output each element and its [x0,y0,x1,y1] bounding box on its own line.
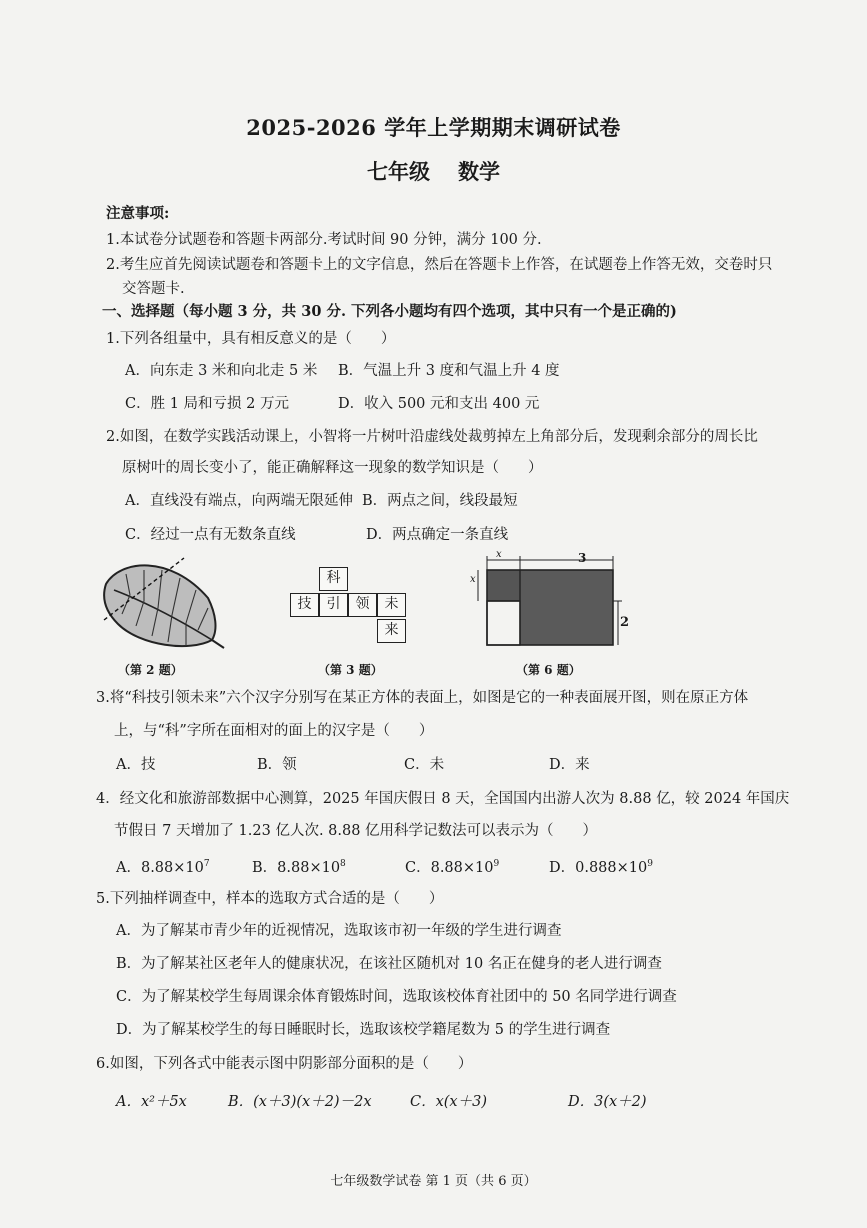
cube-face-yin: 引 [319,593,348,617]
fig3-caption: （第 3 题） [318,663,383,677]
fig6-label-top: 3 [578,551,587,565]
q6-option-d: D．3(x＋2) [568,1094,647,1110]
cube-face-ling: 领 [348,593,377,617]
area-figure [470,552,640,652]
cube-face-ke: 科 [319,567,348,591]
page-footer: 七年级数学试卷 第 1 页（共 6 页） [330,1174,537,1189]
leaf-figure [100,556,230,651]
exam-title: 2025-2026 学年上学期期末调研试卷 [246,115,621,140]
q3-option-c: C．未 [404,757,445,773]
q5-option-b: B．为了解某社区老年人的健康状况，在该社区随机对 10 名正在健身的老人进行调查 [116,956,662,972]
q5-option-a: A．为了解某市青少年的近视情况，选取该市初一年级的学生进行调查 [116,923,562,939]
q2-stem-1: 2.如图，在数学实践活动课上，小智将一片树叶沿虚线处裁剪掉左上角部分后，发现剩余部分的周长比 [106,429,758,445]
q5-option-c: C．为了解某校学生每周课余体育锻炼时间，选取该校体育社团中的 50 名同学进行调查 [116,989,677,1005]
q5-option-d: D．为了解某校学生的每日睡眠时长，选取该校学籍尾数为 5 的学生进行调查 [116,1022,611,1038]
q2-option-b: B．两点之间，线段最短 [362,493,518,509]
grade-label: 七年级 [367,159,430,184]
fig6-label-right: 2 [620,615,630,630]
note-2a: 2.考生应首先阅读试题卷和答题卡上的文字信息，然后在答题卡上作答，在试题卷上作答无效，交卷时只 [106,257,773,273]
q4-option-b: B．$8.88\times 10^8$ [252,859,346,876]
q6-stem: 6.如图，下列各式中能表示图中阴影部分面积的是（ ） [96,1056,473,1072]
q2-option-c: C．经过一点有无数条直线 [125,527,296,543]
q4-option-d: D．$0.888\times 10^9$ [549,859,653,876]
q1-stem: 1.下列各组量中，具有相反意义的是（ ） [106,331,396,347]
fig6-label-xleft: x [470,574,476,585]
q3-stem-2: 上，与“科”字所在面相对的面上的汉字是（ ） [114,723,434,739]
q6-option-a: A．x²＋5x [116,1094,187,1110]
note-2b: 交答题卡. [122,281,185,297]
subject-label: 数学 [458,159,500,184]
cube-face-ji: 技 [290,593,319,617]
q1-option-d: D．收入 500 元和支出 400 元 [338,396,540,412]
q2-option-d: D．两点确定一条直线 [366,527,509,543]
fig6-label-xtop: x [496,549,502,560]
q4-option-a: A．$8.88\times 10^7$ [116,859,210,876]
q1-option-b: B．气温上升 3 度和气温上升 4 度 [338,363,560,379]
q1-option-c: C．胜 1 局和亏损 2 万元 [125,396,289,412]
note-1: 1.本试卷分试题卷和答题卡两部分.考试时间 90 分钟，满分 100 分. [106,232,542,248]
q2-option-a: A．直线没有端点，向两端无限延伸 [125,493,353,509]
q3-option-d: D．来 [549,757,590,773]
exam-subtitle [0,156,867,186]
q4-stem-2: 节假日 7 天增加了 1.23 亿人次. 8.88 亿用科学记数法可以表示为（ ） [114,823,598,839]
q6-option-c: C．x(x＋3) [410,1094,487,1110]
q2-stem-2: 原树叶的周长变小了，能正确解释这一现象的数学知识是（ ） [122,460,543,476]
q4-option-c: C．$8.88\times 10^9$ [405,859,500,876]
cube-face-wei: 未 [377,593,406,617]
cube-face-lai: 来 [377,619,406,643]
section-heading: 一、选择题（每小题 3 分，共 30 分. 下列各小题均有四个选项，其中只有一个是正确的) [102,303,677,320]
notes-heading: 注意事项: [106,205,170,222]
q5-stem: 5.下列抽样调查中，样本的选取方式合适的是（ ） [96,891,444,907]
cube-net-figure [290,567,410,649]
q1-option-a: A．向东走 3 米和向北走 5 米 [125,363,318,379]
q6-option-b: B．(x＋3)(x＋2)－2x [228,1094,372,1110]
q3-stem-1: 3.将“科技引领未来”六个汉字分别写在某正方体的表面上，如图是它的一种表面展开图，则在原正方体 [96,690,749,706]
q4-stem-1: 4．经文化和旅游部数据中心测算，2025 年国庆假日 8 天，全国国内出游人次为 8.88 亿，较 2024 年国庆 [96,791,790,807]
q3-option-b: B．领 [257,757,297,773]
fig6-caption: （第 6 题） [516,663,581,677]
q3-option-a: A．技 [116,757,156,773]
fig2-caption: （第 2 题） [118,663,183,677]
